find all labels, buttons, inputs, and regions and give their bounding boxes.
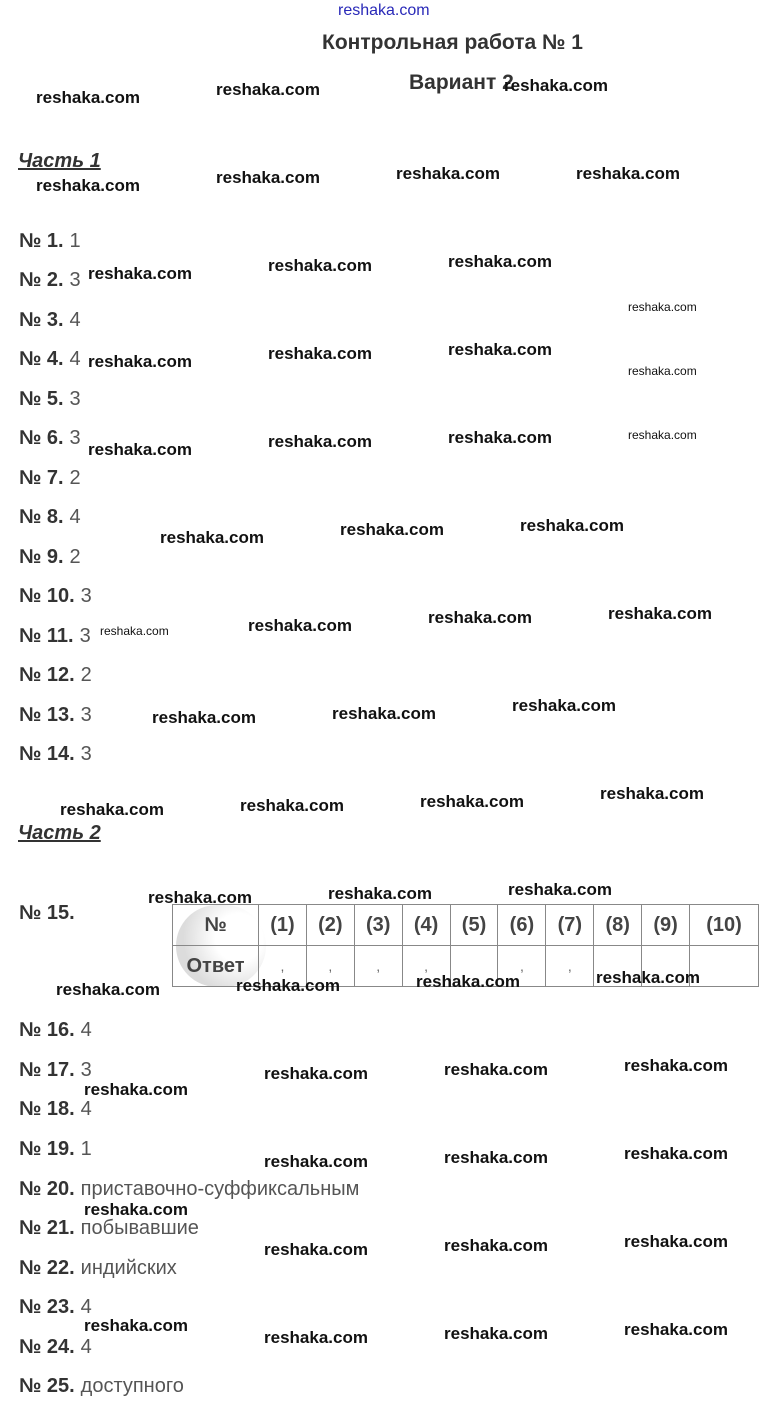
answer-row: [19, 1336, 92, 1359]
watermark: reshaka.com: [264, 1328, 368, 1347]
answer-row: [19, 309, 81, 332]
table-column-header: (7): [546, 905, 594, 946]
answer-value: 4: [80, 1336, 92, 1358]
answer-value: 4: [69, 506, 81, 528]
answer-row: [19, 546, 81, 569]
table-column-header: (2): [306, 905, 354, 946]
watermark: reshaka.com: [148, 888, 252, 907]
task-number: № 8.: [19, 506, 64, 528]
watermark: reshaka.com: [88, 440, 192, 459]
watermark: reshaka.com: [332, 704, 436, 723]
watermark: reshaka.com: [268, 432, 372, 451]
task-number: № 21.: [19, 1217, 75, 1239]
task-number: № 3.: [19, 309, 64, 331]
watermark: reshaka.com: [84, 1200, 188, 1219]
table-column-header: (10): [690, 905, 759, 946]
answer-value: 3: [79, 625, 91, 647]
watermark: reshaka.com: [624, 1056, 728, 1075]
table-cell: ,: [354, 946, 402, 987]
table-column-header: (8): [594, 905, 642, 946]
answer-value: 2: [69, 546, 81, 568]
watermark: reshaka.com: [444, 1148, 548, 1167]
answer-row: [19, 427, 81, 450]
watermark: reshaka.com: [448, 252, 552, 271]
answer-row: [19, 388, 81, 411]
task-number: № 22.: [19, 1257, 75, 1279]
answer-value: 3: [69, 388, 81, 410]
answer-row: [19, 1217, 199, 1240]
task-number: № 24.: [19, 1336, 75, 1358]
answer-value: 4: [80, 1296, 92, 1318]
table-answer-label: Ответ: [173, 946, 259, 987]
watermark: reshaka.com: [396, 164, 500, 183]
table-cell: ,: [259, 946, 307, 987]
answer-value: 4: [69, 348, 81, 370]
watermark: reshaka.com: [508, 880, 612, 899]
watermark: reshaka.com: [444, 1236, 548, 1255]
table-cell: ,: [498, 946, 546, 987]
watermark: reshaka.com: [36, 88, 140, 107]
answer-value: 1: [69, 230, 81, 252]
table-column-header: (3): [354, 905, 402, 946]
watermark: reshaka.com: [520, 516, 624, 535]
watermark: reshaka.com: [88, 264, 192, 283]
part1-heading: Часть 1: [18, 150, 101, 172]
answer-row: [19, 269, 81, 292]
watermark: reshaka.com: [268, 344, 372, 363]
watermark: reshaka.com: [100, 624, 169, 638]
watermark: reshaka.com: [56, 980, 160, 999]
answer-row: [19, 1138, 92, 1161]
watermark: reshaka.com: [248, 616, 352, 635]
table-column-header: (6): [498, 905, 546, 946]
watermark: reshaka.com: [268, 256, 372, 275]
table-header-row: [173, 905, 759, 946]
watermark: reshaka.com: [264, 1064, 368, 1083]
watermark: reshaka.com: [628, 300, 697, 314]
answer-row: [19, 1019, 92, 1042]
answer-value: 4: [80, 1098, 92, 1120]
watermark: reshaka.com: [60, 800, 164, 819]
answer-value: 3: [69, 427, 81, 449]
watermark: reshaka.com: [608, 604, 712, 623]
watermark: reshaka.com: [512, 696, 616, 715]
answer-value: 3: [69, 269, 81, 291]
watermark: reshaka.com: [160, 528, 264, 547]
answer-value: приставочно-суффиксальным: [80, 1178, 360, 1200]
answer-row: [19, 1375, 184, 1398]
watermark: reshaka.com: [240, 796, 344, 815]
answer-value: 2: [80, 664, 92, 686]
watermark: reshaka.com: [216, 80, 320, 99]
watermark: reshaka.com: [416, 972, 520, 991]
task-number: № 2.: [19, 269, 64, 291]
watermark: reshaka.com: [448, 428, 552, 447]
table-cell: ,: [546, 946, 594, 987]
answer-value: 4: [80, 1019, 92, 1041]
watermark: reshaka.com: [264, 1240, 368, 1259]
watermark: reshaka.com: [624, 1232, 728, 1251]
answer-row: [19, 743, 92, 766]
answer-row: [19, 230, 81, 253]
task-number: № 9.: [19, 546, 64, 568]
task-number: № 17.: [19, 1059, 75, 1081]
part2-heading: Часть 2: [18, 822, 101, 844]
watermark: reshaka.com: [624, 1144, 728, 1163]
task-number: № 16.: [19, 1019, 75, 1041]
watermark: reshaka.com: [84, 1316, 188, 1335]
answer-row: [19, 625, 91, 648]
answer-value: 3: [80, 743, 92, 765]
answer-value: индийских: [80, 1257, 177, 1279]
answer-row: [19, 1296, 92, 1319]
page-title: Контрольная работа № 1: [322, 31, 583, 54]
watermark: reshaka.com: [36, 176, 140, 195]
answer-row: [19, 1059, 92, 1082]
answer-row: [19, 1098, 92, 1121]
task15-label: [19, 902, 75, 925]
watermark: reshaka.com: [448, 340, 552, 359]
watermark: reshaka.com: [504, 76, 608, 95]
watermark: reshaka.com: [628, 428, 697, 442]
table-column-header: (1): [259, 905, 307, 946]
answer-value: побывавшие: [80, 1217, 199, 1239]
table-cell: ,: [402, 946, 450, 987]
watermark: reshaka.com: [216, 168, 320, 187]
table-column-header: (4): [402, 905, 450, 946]
task-number: № 19.: [19, 1138, 75, 1160]
task-number: № 13.: [19, 704, 75, 726]
task-number: № 12.: [19, 664, 75, 686]
watermark: reshaka.com: [340, 520, 444, 539]
table-header-cell: №: [173, 905, 259, 946]
task-number: № 18.: [19, 1098, 75, 1120]
task-number: № 25.: [19, 1375, 75, 1397]
watermark: reshaka.com: [444, 1060, 548, 1079]
answer-value: 2: [69, 467, 81, 489]
table-column-header: (5): [450, 905, 498, 946]
answer-value: 1: [80, 1138, 92, 1160]
answer-value: 3: [80, 1059, 92, 1081]
watermark: reshaka.com: [152, 708, 256, 727]
watermark: reshaka.com: [628, 364, 697, 378]
answer-value: 3: [80, 585, 92, 607]
task-number: № 20.: [19, 1178, 75, 1200]
answer-value: 3: [80, 704, 92, 726]
answer-row: [19, 704, 92, 727]
task-number: № 15.: [19, 902, 75, 924]
task-number: № 7.: [19, 467, 64, 489]
watermark: reshaka.com: [328, 884, 432, 903]
answer-value: доступного: [80, 1375, 184, 1397]
task-number: № 14.: [19, 743, 75, 765]
watermark: reshaka.com: [600, 784, 704, 803]
task-number: № 23.: [19, 1296, 75, 1318]
task-number: № 5.: [19, 388, 64, 410]
task-number: № 4.: [19, 348, 64, 370]
task-number: № 11.: [19, 625, 74, 647]
site-link[interactable]: reshaka.com: [338, 2, 430, 19]
task-number: № 10.: [19, 585, 75, 607]
variant-label: Вариант 2: [409, 71, 514, 94]
watermark: reshaka.com: [236, 976, 340, 995]
watermark: reshaka.com: [84, 1080, 188, 1099]
answer-row: [19, 348, 81, 371]
table-column-header: (9): [642, 905, 690, 946]
answer-row: [19, 585, 92, 608]
answer-value: 4: [69, 309, 81, 331]
watermark: reshaka.com: [444, 1324, 548, 1343]
watermark: reshaka.com: [88, 352, 192, 371]
task-number: № 6.: [19, 427, 64, 449]
watermark: reshaka.com: [576, 164, 680, 183]
answer-row: [19, 1178, 359, 1201]
watermark: reshaka.com: [624, 1320, 728, 1339]
watermark: reshaka.com: [596, 968, 700, 987]
watermark: reshaka.com: [420, 792, 524, 811]
answer-row: [19, 1257, 177, 1280]
watermark: reshaka.com: [428, 608, 532, 627]
table-cell: ,: [306, 946, 354, 987]
answer-row: [19, 506, 81, 529]
answer-row: [19, 664, 92, 687]
answer-row: [19, 467, 81, 490]
task-number: № 1.: [19, 230, 64, 252]
watermark: reshaka.com: [264, 1152, 368, 1171]
